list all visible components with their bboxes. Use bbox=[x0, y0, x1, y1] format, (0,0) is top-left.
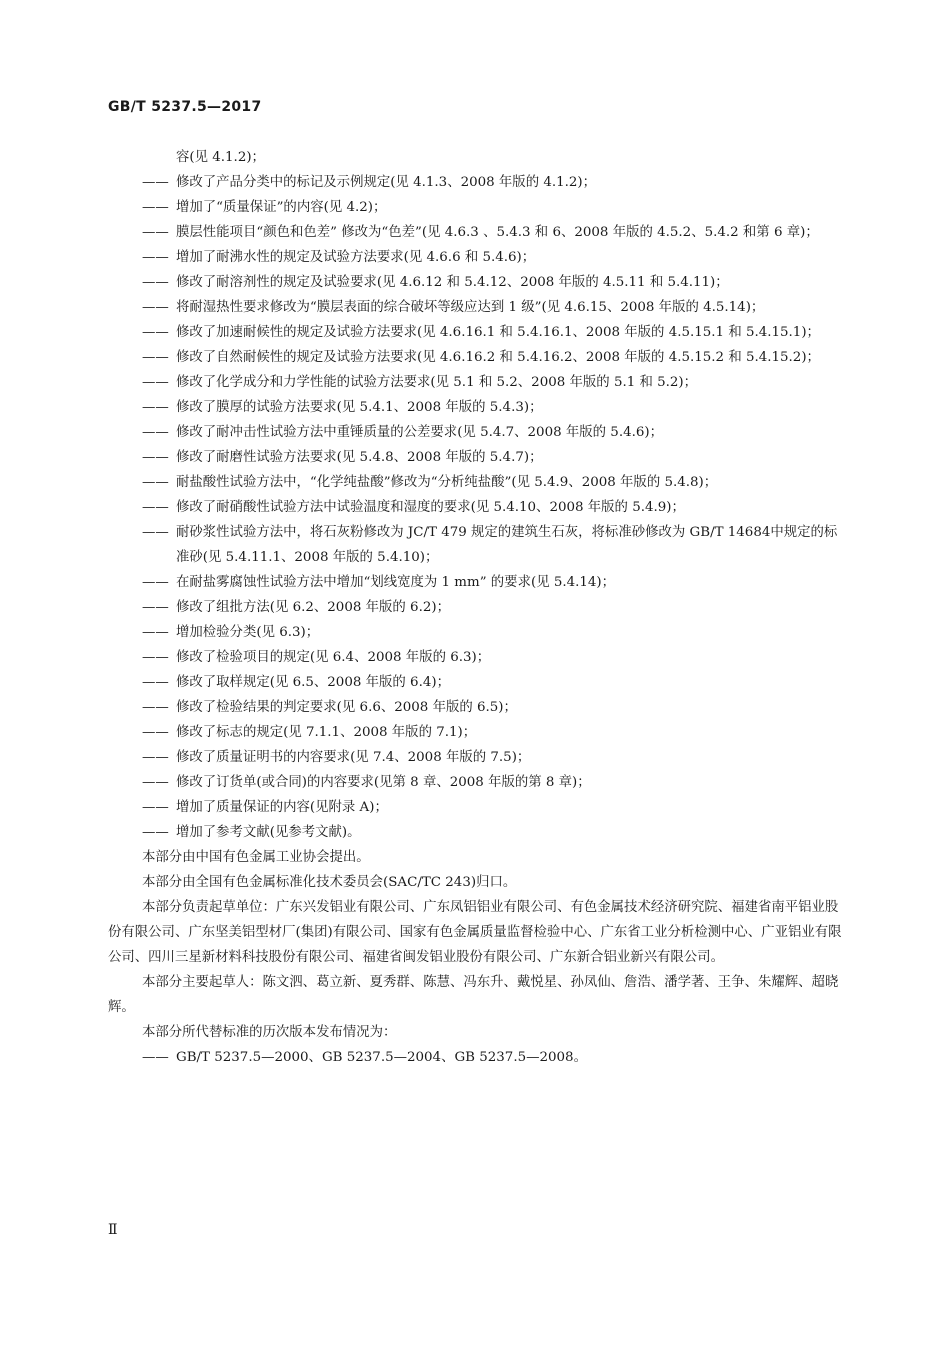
dash-marker: —— bbox=[142, 225, 169, 240]
list-item bbox=[108, 770, 848, 795]
list-item-text: 修改了检验结果的判定要求(见 6.6、2008 年版的 6.5)； bbox=[176, 700, 517, 715]
dash-marker: —— bbox=[142, 325, 169, 340]
list-item bbox=[108, 820, 848, 845]
paragraph-drafting-units: 本部分负责起草单位：广东兴发铝业有限公司、广东凤铝铝业有限公司、有色金属技术经济研究院、福建省南平铝业股份有限公司、广东坚美铝型材厂(集团)有限公司、国家有色金属质量监督检验中心、广东省工业分析检测中心、广亚铝业有限公司、四川三星新材料科技股份有限公司、福建省闽发铝业股份有限公司、广东新合铝业新兴有限公司。 bbox=[108, 900, 842, 965]
dash-marker: —— bbox=[142, 700, 169, 715]
dash-marker: —— bbox=[142, 525, 169, 540]
dash-marker: —— bbox=[142, 250, 169, 265]
dash-marker: —— bbox=[142, 350, 169, 365]
list-item bbox=[108, 720, 848, 745]
list-item bbox=[108, 595, 848, 620]
list-item bbox=[108, 395, 848, 420]
dash-marker: —— bbox=[142, 725, 169, 740]
list-item-text: 将耐湿热性要求修改为“膜层表面的综合破坏等级应达到 1 级”(见 4.6.15、2008 年版的 4.5.14)； bbox=[176, 300, 765, 315]
list-item bbox=[108, 445, 848, 470]
list-item bbox=[108, 295, 848, 320]
dash-marker: —— bbox=[142, 200, 169, 215]
dash-marker: —— bbox=[142, 800, 169, 815]
list-item bbox=[108, 645, 848, 670]
paragraph-committee: 本部分由全国有色金属标准化技术委员会(SAC/TC 243)归口。 bbox=[142, 875, 517, 890]
dash-marker: —— bbox=[142, 675, 169, 690]
list-item-text: 修改了检验项目的规定(见 6.4、2008 年版的 6.3)； bbox=[176, 650, 491, 665]
list-item bbox=[108, 495, 848, 520]
dash-marker: —— bbox=[142, 450, 169, 465]
dash-marker: —— bbox=[142, 650, 169, 665]
page-number: Ⅱ bbox=[108, 1222, 118, 1238]
list-item-text: 在耐盐雾腐蚀性试验方法中增加“划线宽度为 1 mm” 的要求(见 5.4.14)； bbox=[176, 575, 616, 590]
list-item-text: 增加检验分类(见 6.3)； bbox=[176, 625, 320, 640]
list-item-text: 修改了标志的规定(见 7.1.1、2008 年版的 7.1)； bbox=[176, 725, 477, 740]
list-item-text: 增加了耐沸水性的规定及试验方法要求(见 4.6.6 和 5.4.6)； bbox=[176, 250, 536, 265]
list-item bbox=[108, 570, 848, 595]
dash-marker: —— bbox=[142, 775, 169, 790]
list-item bbox=[108, 370, 848, 395]
history-item-text: GB/T 5237.5—2000、GB 5237.5—2004、GB 5237.5—2008。 bbox=[176, 1050, 587, 1065]
dash-marker: —— bbox=[142, 300, 169, 315]
document-code: GB/T 5237.5—2017 bbox=[108, 99, 262, 115]
list-item-text: 修改了组批方法(见 6.2、2008 年版的 6.2)； bbox=[176, 600, 450, 615]
list-item-text: 修改了取样规定(见 6.5、2008 年版的 6.4)； bbox=[176, 675, 450, 690]
dash-marker: —— bbox=[142, 825, 169, 840]
list-item-text: 修改了耐磨性试验方法要求(见 5.4.8、2008 年版的 5.4.7)； bbox=[176, 450, 543, 465]
list-item-text: 增加了“质量保证”的内容(见 4.2)； bbox=[176, 200, 387, 215]
list-item-text: 修改了自然耐候性的规定及试验方法要求(见 4.6.16.2 和 5.4.16.2、2008 年版的 4.5.15.2 和 5.4.15.2)； bbox=[176, 350, 820, 365]
dash-marker: —— bbox=[142, 625, 169, 640]
list-item bbox=[108, 695, 848, 720]
list-item bbox=[108, 795, 848, 820]
list-item-text: 修改了加速耐候性的规定及试验方法要求(见 4.6.16.1 和 5.4.16.1、2008 年版的 4.5.15.1 和 5.4.15.1)； bbox=[176, 325, 820, 340]
dash-marker: —— bbox=[142, 400, 169, 415]
list-item bbox=[108, 420, 848, 445]
dash-marker: —— bbox=[142, 500, 169, 515]
list-item bbox=[108, 345, 848, 370]
paragraph-drafters: 本部分主要起草人：陈文泗、葛立新、夏秀群、陈慧、冯东升、戴悦星、孙凤仙、詹浩、潘学著、王争、朱耀辉、超晓辉。 bbox=[108, 975, 839, 1015]
list-item-text: 增加了参考文献(见参考文献)。 bbox=[176, 825, 361, 840]
list-item-text: 修改了订货单(或合同)的内容要求(见第 8 章、2008 年版的第 8 章)； bbox=[176, 775, 591, 790]
list-item-text: 修改了质量证明书的内容要求(见 7.4、2008 年版的 7.5)； bbox=[176, 750, 531, 765]
list-item bbox=[108, 670, 848, 695]
list-item-text: 膜层性能项目“颜色和色差” 修改为“色差”(见 4.6.3 、5.4.3 和 6、2008 年版的 4.5.2、5.4.2 和第 6 章)； bbox=[176, 225, 819, 240]
list-item-text: 耐砂浆性试验方法中，将石灰粉修改为 JC/T 479 规定的建筑生石灰，将标准砂修改为 GB/T 14684中规定的标准砂(见 5.4.11.1、2008 年版的 5.4.10)； bbox=[176, 525, 838, 565]
list-item-text: 修改了产品分类中的标记及示例规定(见 4.1.3、2008 年版的 4.1.2)； bbox=[176, 175, 597, 190]
list-item-text: 修改了膜厚的试验方法要求(见 5.4.1、2008 年版的 5.4.3)； bbox=[176, 400, 543, 415]
list-item bbox=[108, 245, 848, 270]
list-item-text: 修改了耐冲击性试验方法中重锤质量的公差要求(见 5.4.7、2008 年版的 5.4.6)； bbox=[176, 425, 663, 440]
list-item-text: 修改了耐硝酸性试验方法中试验温度和湿度的要求(见 5.4.10、2008 年版的 5.4.9)； bbox=[176, 500, 685, 515]
list-item bbox=[108, 320, 848, 345]
list-item bbox=[108, 195, 848, 220]
dash-marker: —— bbox=[142, 750, 169, 765]
list-item bbox=[108, 745, 848, 770]
dash-marker: —— bbox=[142, 1050, 169, 1065]
list-item-text: 修改了耐溶剂性的规定及试验要求(见 4.6.12 和 5.4.12、2008 年版的 4.5.11 和 5.4.11)； bbox=[176, 275, 729, 290]
list-item bbox=[108, 520, 848, 570]
list-item bbox=[108, 270, 848, 295]
dash-marker: —— bbox=[142, 175, 169, 190]
list-item bbox=[108, 470, 848, 495]
list-item-text: 修改了化学成分和力学性能的试验方法要求(见 5.1 和 5.2、2008 年版的 5.1 和 5.2)； bbox=[176, 375, 698, 390]
dash-marker: —— bbox=[142, 600, 169, 615]
list-item bbox=[108, 220, 848, 245]
paragraph-history-intro: 本部分所代替标准的历次版本发布情况为： bbox=[142, 1025, 397, 1040]
dash-marker: —— bbox=[142, 275, 169, 290]
dash-marker: —— bbox=[142, 375, 169, 390]
document-body bbox=[108, 145, 848, 1070]
paragraph-proposer: 本部分由中国有色金属工业协会提出。 bbox=[142, 850, 370, 865]
dash-marker: —— bbox=[142, 575, 169, 590]
list-item bbox=[108, 620, 848, 645]
dash-marker: —— bbox=[142, 425, 169, 440]
list-item-text: 增加了质量保证的内容(见附录 A)； bbox=[176, 800, 388, 815]
continuation-line: 容(见 4.1.2)； bbox=[176, 150, 265, 165]
list-item bbox=[108, 170, 848, 195]
dash-marker: —— bbox=[142, 475, 169, 490]
list-item-text: 耐盐酸性试验方法中，“化学纯盐酸”修改为“分析纯盐酸”(见 5.4.9、2008 年版的 5.4.8)； bbox=[176, 475, 718, 490]
history-item bbox=[108, 1045, 848, 1070]
